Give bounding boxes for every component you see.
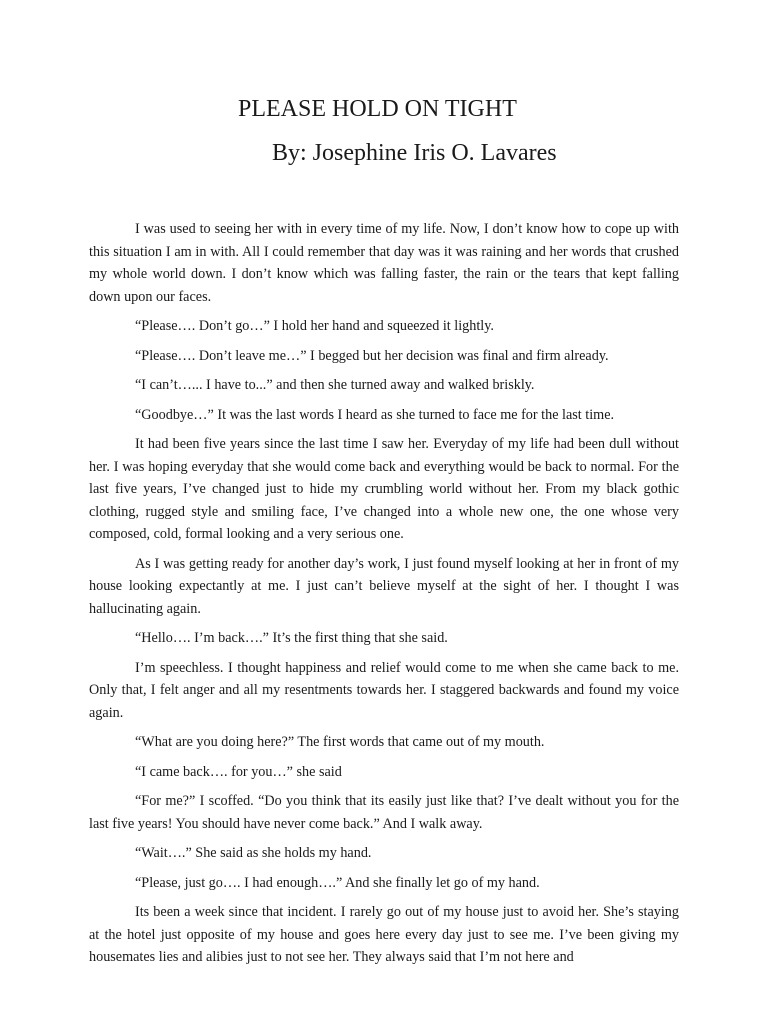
paragraph: I’m speechless. I thought happiness and relief would come to me when she came back to me. Only that, I felt anger and all my resentments towards her. I staggered backwards and found my voice again. (89, 659, 679, 721)
paragraph: Its been a week since that incident. I rarely go out of my house just to avoid her. She’s staying at the hotel just opposite of my house and goes here every day just to see me. I’ve been giving my housemates lies and alibies just to not see her. They always said that I’m not here and (89, 904, 679, 965)
paragraph: “Wait….” She said as she holds my hand. (135, 845, 372, 861)
paragraph: “Goodbye…” It was the last words I heard as she turned to face me for the last time. (135, 406, 615, 423)
document-body (89, 218, 679, 976)
paragraph: “For me?” I scoffed. “Do you think that its easily just like that? I’ve dealt without you for the last five years! You should have never come back.” And I walk away. (89, 793, 679, 832)
paragraph: I was used to seeing her with in every time of my life. Now, I don’t know how to cope up with this situation I am in with. All I could remember that day was it was raining and her words that crushed my whole world down. I don’t know which was falling faster, the rain or the tears that kept falling down upon our faces. (89, 221, 679, 305)
paragraph: “Hello…. I’m back….” It’s the first thing that she said. (135, 630, 448, 646)
paragraph: “I can’t…... I have to...” and then she turned away and walked briskly. (135, 377, 535, 393)
paragraph: “What are you doing here?” The first words that came out of my mouth. (135, 734, 545, 750)
paragraph: “Please, just go…. I had enough….” And she finally let go of my hand. (135, 874, 540, 891)
paragraph: It had been five years since the last time I saw her. Everyday of my life had been dull without her. I was hoping everyday that she would come back and everything would be back to normal. For the last five years, I’ve changed just to hide my crumbling world without her. From my black gothic clothing, rugged style and smiling face, I’ve changed into a whole new one, the one whose very composed, cold, formal looking and a very serious one. (89, 436, 679, 542)
paragraph: As I was getting ready for another day’s work, I just found myself looking at her in front of my house looking expectantly at me. I just can’t believe myself at the sight of her. I thought I was hallucinating again. (89, 555, 679, 617)
document-title: PLEASE HOLD ON TIGHT (238, 96, 517, 122)
paragraph: “Please…. Don’t go…” I hold her hand and squeezed it lightly. (135, 318, 494, 334)
paragraph: “Please…. Don’t leave me…” I begged but her decision was final and firm already. (135, 347, 609, 364)
paragraph: “I came back…. for you…” she said (135, 763, 342, 780)
document-byline: By: Josephine Iris O. Lavares (272, 140, 557, 166)
